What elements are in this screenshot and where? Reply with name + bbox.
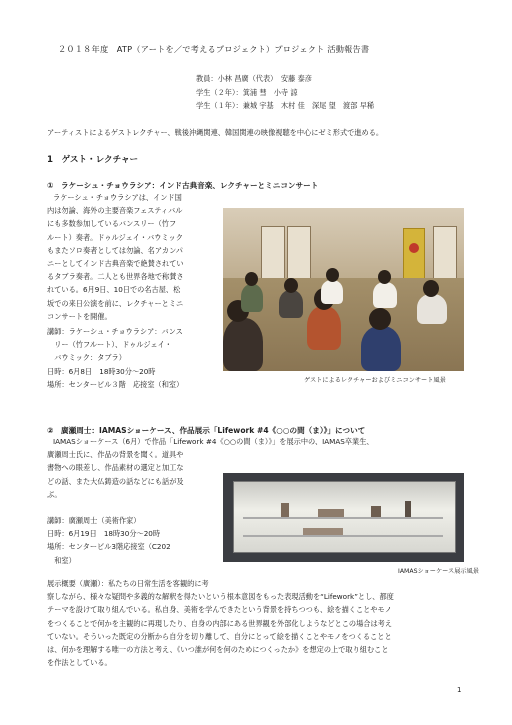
item2-detail-line: 和室） (47, 555, 76, 565)
item1-body-line: コンサートを開催。 (47, 311, 112, 321)
item2-body-line: IAMASショーケース（6月）で作品「Lifework #4《○○の間（ま）》」を展示中の、IAMAS卒業生、 (53, 437, 374, 446)
item1-body-line: ルート）奏者。ドゥルジェイ・バウミック (47, 232, 183, 242)
overview-line: テーマを設けて取り組んでいる。私自身、美術を学んできたという背景を持ちつつも、絵を描くことやモノ (47, 605, 392, 615)
document-title: ２０１８年度 ATP（アートを／で考えるプロジェクト）プロジェクト 活動報告書 (58, 44, 370, 54)
overview-line: 察しながら、様々な疑問や多義的な解釈を得たいという根本意図をもった表現活動を“Lifework”とし、都度 (47, 592, 394, 602)
overview-line: をつくることで何かを主観的に再現したり、自身の内部にある世界観を外部化しようなどとこの場合は考え (47, 618, 393, 628)
item1-body-line: もまたソロ奏者としては勿論、名アカンパ (47, 245, 183, 255)
item1-body-line: ニーとしてインド古典音楽で絶賛されてい (47, 259, 184, 269)
page-number: 1 (457, 686, 462, 694)
overview-line: は、何かを理解する唯一の方法と考え、《いつ誰が何を何のためにつくったか》を想定の上で取り組むこと (47, 645, 389, 655)
photo-caption-showcase: IAMASショーケース展示風景 (398, 568, 479, 575)
item1-detail-line: 場所：センタービル３階 応接室（和室） (47, 379, 184, 389)
item2-body-line: 書物への眼差し、作品素材の選定と加工な (47, 463, 184, 473)
intro-text: アーティストによるゲストレクチャー、戦後沖縄関連、韓国関連の映像視聴を中心にゼミ形式で進める。 (47, 128, 384, 137)
item1-body-line: にも多数参加しているバンスリー（竹フ (47, 219, 177, 229)
item2-body-line: ぶ。 (47, 489, 62, 499)
member-line-year1: 学生（１年）：兼城 宇基 木村 佳 深尾 望 渡部 早稀 (196, 101, 375, 110)
item1-details (47, 325, 183, 391)
item1-detail-line: 講師：ラケーシュ・チョウラシア：バンス (47, 327, 183, 336)
item1-body (47, 191, 184, 323)
item1-title: ① ラケーシュ・チョウラシア：インド古典音楽、レクチャーとミニコンサート (47, 181, 319, 190)
item1-body-line: れている。6月9日、10日での名古屋、松 (47, 285, 181, 295)
item2-body-line: どの話、また大仏鋳造の話などにも話が及 (47, 476, 184, 486)
item2-details (47, 514, 171, 567)
overview-line: ていない。そういった既定の分断から自分を切り離して、自分にとって絵を描くことやモノをつくることと (47, 631, 392, 641)
section-heading: 1 ゲスト・レクチャー (47, 155, 139, 165)
item1-body-line: 内は勿論、海外の主要音楽フェスティバル (47, 206, 183, 216)
overview-line: 展示概要（廣瀬）：私たちの日常生活を客観的に考 (47, 579, 209, 588)
item2-detail-line: 講師：廣瀬周士（美術作家） (47, 516, 141, 525)
overview-line: を作法としている。 (47, 658, 112, 668)
photo-caption-lecture: ゲストによるレクチャーおよびミニコンサート風景 (304, 377, 446, 384)
showcase-photo (223, 473, 464, 562)
item1-body-line: るタブラ奏者。二人とも世界各地で称賛さ (47, 272, 184, 282)
item2-title: ② 廣瀬周士：IAMASショーケース、作品展示「Lifework #4《○○の間（ま）》」について (47, 426, 366, 435)
member-line-faculty: 教員：小林 昌廣（代表） 安藤 泰彦 (196, 74, 312, 83)
item2-detail-line: 場所：センタービル3階応接室（C202 (47, 542, 171, 552)
item1-detail-line: バウミック：タブラ） (47, 353, 126, 363)
member-list (196, 72, 374, 113)
item1-body-line: 坂での来日公演を前に、レクチャーとミニ (47, 298, 184, 308)
member-line-year2: 学生（２年）：箕浦 彗 小寺 諒 (196, 87, 298, 97)
item1-body-line: ラケーシュ・チョウラシアは、インド国 (53, 193, 182, 202)
lecture-photo (223, 208, 464, 371)
item2-overview (47, 577, 394, 669)
item1-detail-line: リー（竹フルート）、ドゥルジェイ・ (47, 340, 172, 350)
item1-detail-line: 日時：6月8日 18時30分〜20時 (47, 366, 156, 376)
item2-detail-line: 日時：6月19日 18時30分〜20時 (47, 529, 161, 539)
item2-body-line: 廣瀬周士氏に、作品の背景を聞く。道具や (47, 450, 184, 460)
